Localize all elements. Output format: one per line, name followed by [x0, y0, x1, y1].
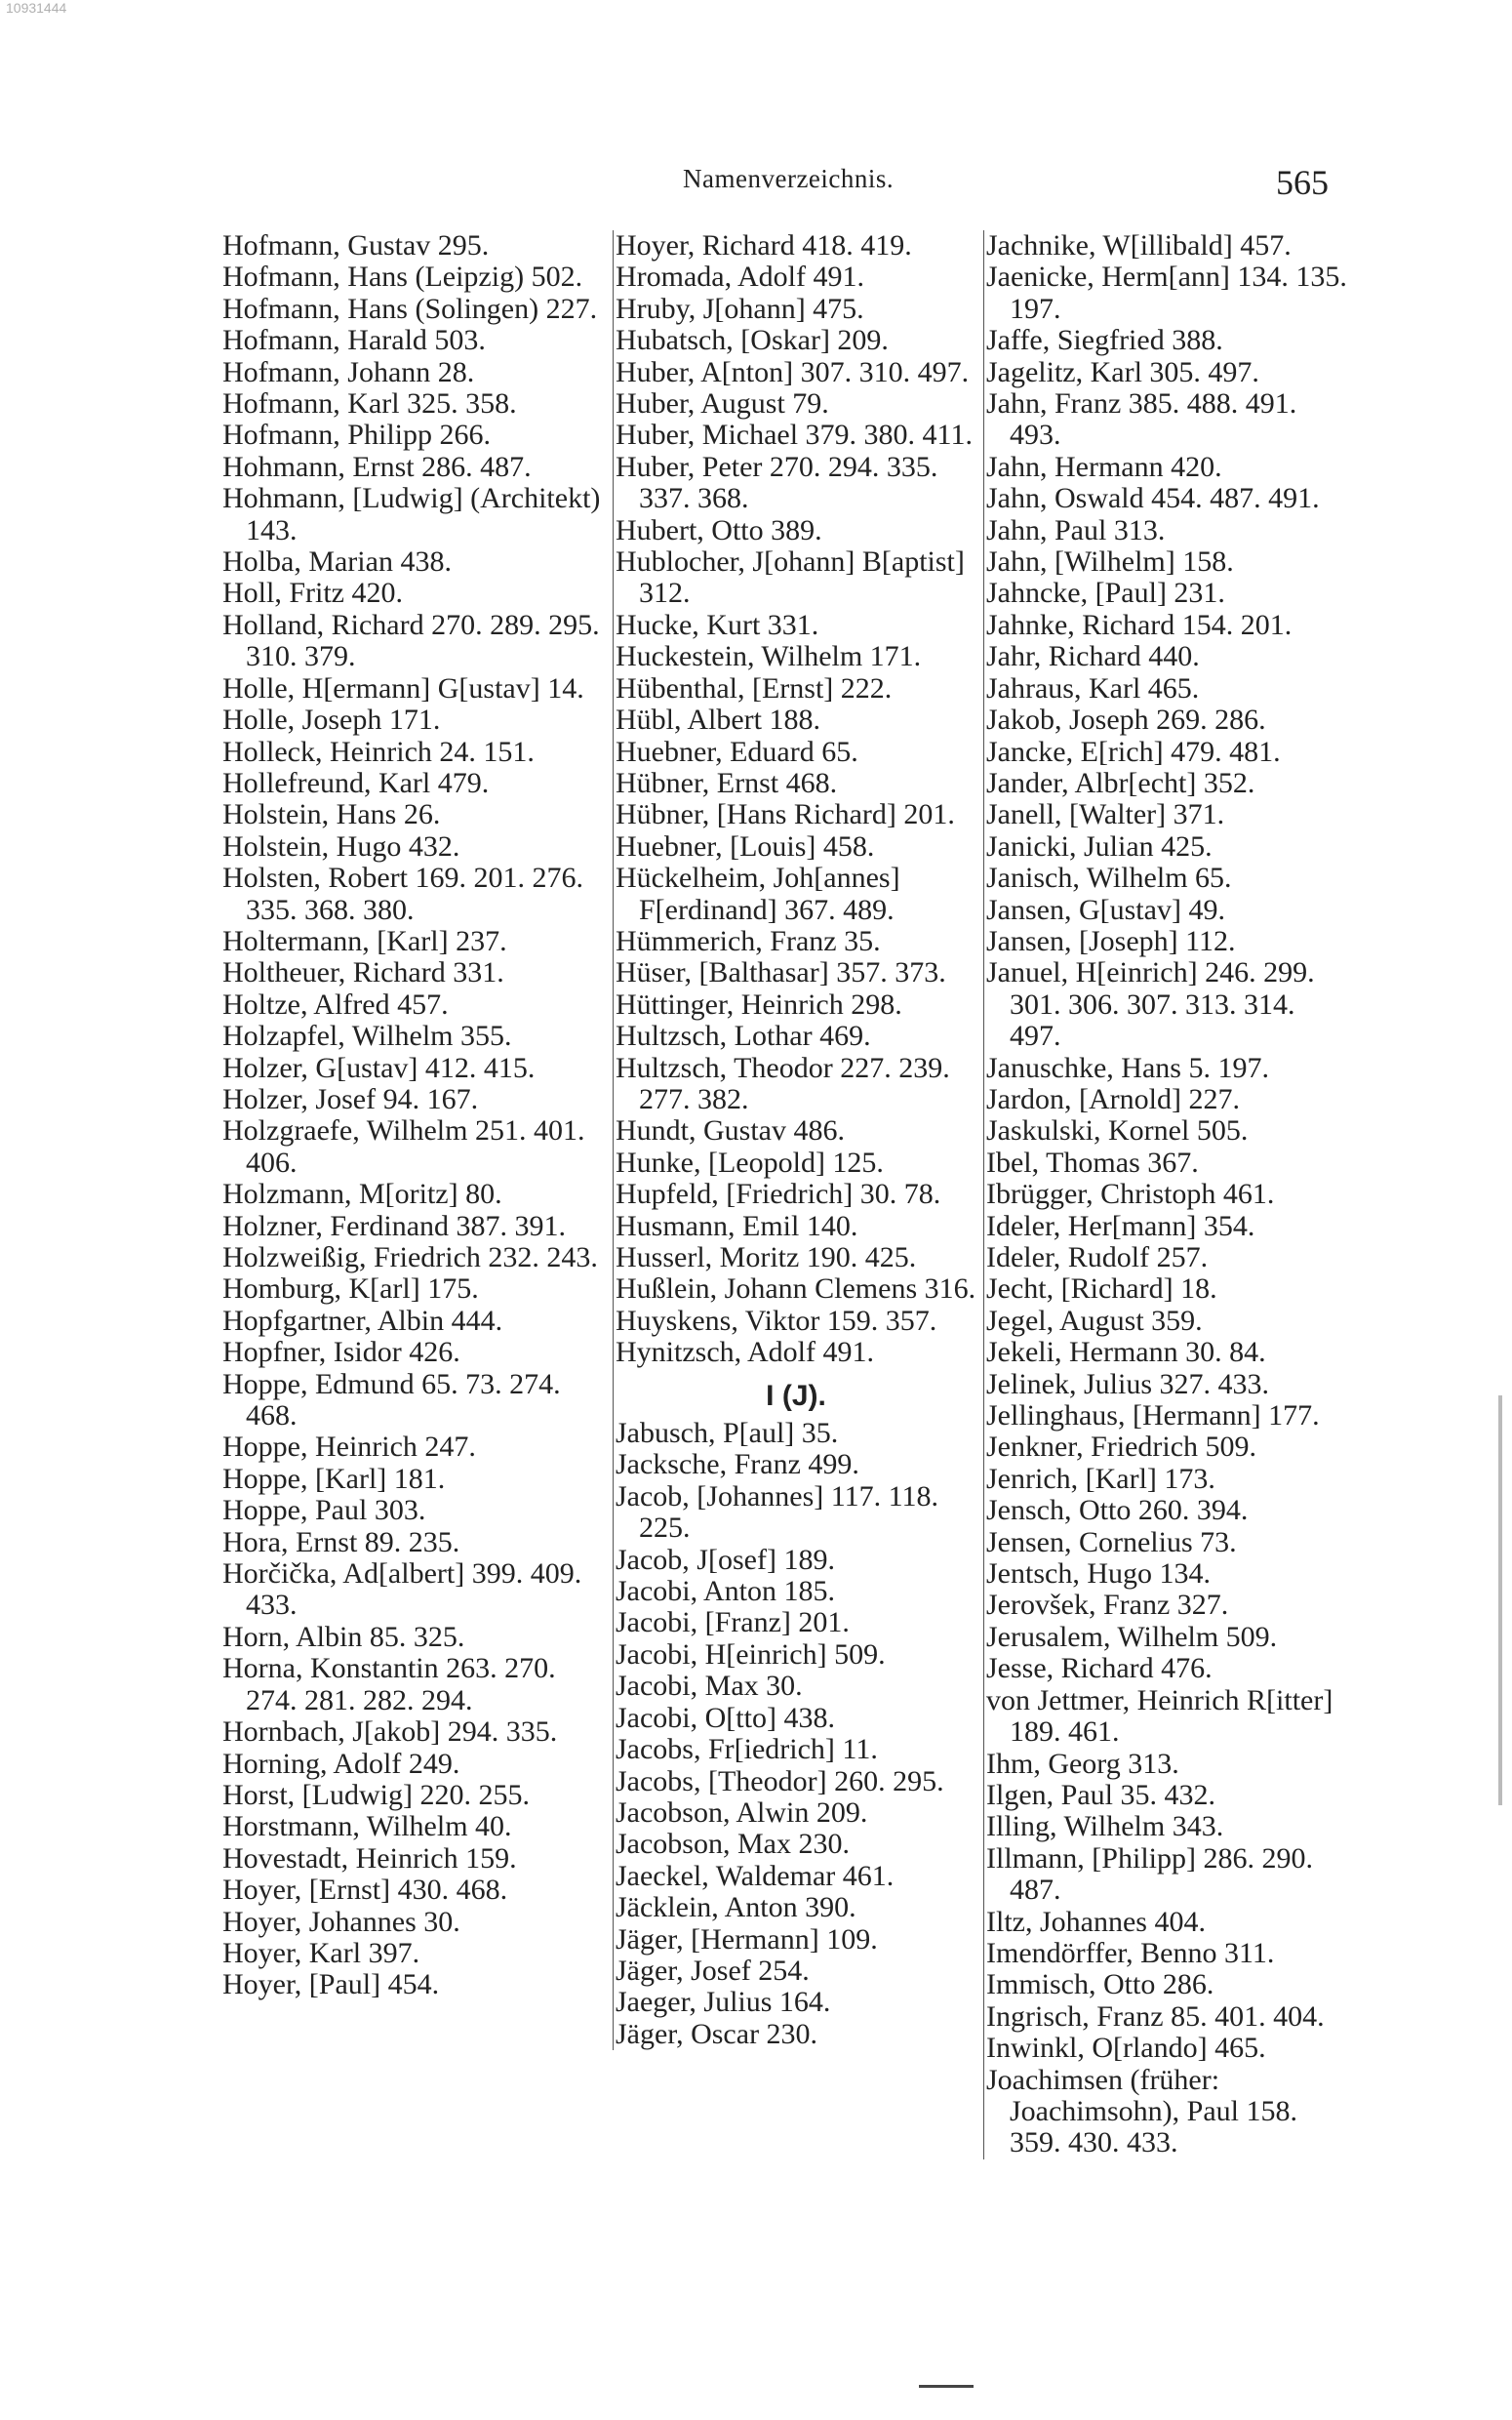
index-entry: Januel, H[einrich] 246. 299. 301. 306. 307. 313. 314. 497.	[986, 956, 1315, 1053]
index-entry: Jardon, [Arnold] 227.	[986, 1082, 1240, 1115]
index-entry: Horstmann, Wilhelm 40.	[222, 1810, 512, 1843]
index-entry: Hofmann, Karl 325. 358.	[222, 387, 517, 421]
index-entry: Hupfeld, [Friedrich] 30. 78.	[616, 1178, 941, 1211]
index-entry: Jacobs, [Theodor] 260. 295.	[616, 1764, 944, 1797]
index-entry: Jacobi, Max 30.	[616, 1670, 803, 1703]
index-entry: Hublocher, J[ohann] B[aptist] 312.	[616, 545, 965, 610]
index-entry: Husmann, Emil 140.	[616, 1209, 858, 1242]
index-entry: Jagelitz, Karl 305. 497.	[986, 355, 1259, 388]
index-entry: Iltz, Johannes 404.	[986, 1905, 1206, 1938]
index-entry: Jansen, G[ustav] 49.	[986, 893, 1225, 926]
index-entry: Hora, Ernst 89. 235.	[222, 1525, 460, 1558]
index-entry: Holstein, Hugo 432.	[222, 829, 460, 863]
index-entry: Jensch, Otto 260. 394.	[986, 1494, 1249, 1527]
index-entry: Holleck, Heinrich 24. 151.	[222, 735, 535, 768]
index-entry: Horning, Adolf 249.	[222, 1747, 460, 1780]
index-entry: Hubatsch, [Oskar] 209.	[616, 324, 889, 357]
index-entry: Jaenicke, Herm[ann] 134. 135. 197.	[986, 261, 1347, 325]
index-entry: Horn, Albin 85. 325.	[222, 1620, 465, 1653]
index-column-2	[613, 230, 976, 2050]
index-entry: Jesse, Richard 476.	[986, 1652, 1213, 1685]
index-entry: Jaeger, Julius 164.	[616, 1986, 831, 2019]
index-entry: Jander, Albr[echt] 352.	[986, 766, 1255, 799]
index-entry: Hohmann, [Ludwig] (Architekt) 143.	[222, 482, 601, 546]
index-entry: Ibrügger, Christoph 461.	[986, 1178, 1275, 1211]
index-entry: Hoyer, Johannes 30.	[222, 1905, 460, 1938]
index-entry: Jaeckel, Waldemar 461.	[616, 1859, 895, 1892]
page-edge-shadow	[1498, 1395, 1502, 1805]
index-entry: Jellinghaus, [Hermann] 177.	[986, 1399, 1320, 1432]
index-entry: Jenkner, Friedrich 509.	[986, 1431, 1257, 1464]
index-entry: Hückelheim, Joh[annes] F[erdinand] 367. 489.	[616, 862, 900, 926]
index-entry: Jäger, Oscar 230.	[616, 2017, 818, 2050]
index-entry: Holtheuer, Richard 331.	[222, 956, 504, 989]
index-entry: Jahn, Paul 313.	[986, 513, 1166, 546]
index-entry: Hopfner, Isidor 426.	[222, 1336, 460, 1369]
index-entry: Hoyer, [Paul] 454.	[222, 1968, 440, 2001]
index-entry: Hohmann, Ernst 286. 487.	[222, 450, 532, 483]
section-heading: I (J).	[766, 1379, 826, 1412]
page-number: 565	[1276, 163, 1329, 202]
index-entry: Hultzsch, Theodor 227. 239. 277. 382.	[616, 1051, 950, 1115]
index-entry: Huebner, [Louis] 458.	[616, 829, 875, 863]
index-entry: Hoppe, Edmund 65. 73. 274. 468.	[222, 1367, 561, 1432]
index-entry: Holle, H[ermann] G[ustav] 14.	[222, 671, 584, 705]
index-entry: Jacksche, Franz 499.	[616, 1448, 859, 1481]
index-entry: Jacob, J[osef] 189.	[616, 1543, 835, 1576]
index-entry: Jerusalem, Wilhelm 509.	[986, 1620, 1278, 1653]
index-entry: Hofmann, Harald 503.	[222, 324, 486, 357]
index-entry: Holzapfel, Wilhelm 355.	[222, 1020, 512, 1053]
index-entry: Huebner, Eduard 65.	[616, 735, 858, 768]
index-entry: Huber, Michael 379. 380. 411.	[616, 419, 973, 452]
index-entry: Huber, A[nton] 307. 310. 497.	[616, 355, 970, 388]
index-entry: Hultzsch, Lothar 469.	[616, 1020, 871, 1053]
index-entry: Holzweißig, Friedrich 232. 243.	[222, 1241, 598, 1273]
index-entry: Janell, [Walter] 371.	[986, 798, 1225, 831]
index-entry: Holba, Marian 438.	[222, 545, 452, 579]
index-entry: Holtermann, [Karl] 237.	[222, 924, 507, 957]
index-entry: Jancke, E[rich] 479. 481.	[986, 735, 1281, 768]
index-entry: Hüttinger, Heinrich 298.	[616, 988, 902, 1021]
index-entry: Ilgen, Paul 35. 432.	[986, 1778, 1215, 1811]
index-entry: Hofmann, Gustav 295.	[222, 229, 490, 262]
index-entry: Jegel, August 359.	[986, 1304, 1203, 1337]
index-entry: Holsten, Robert 169. 201. 276. 335. 368. 380.	[222, 862, 583, 926]
index-entry: Homburg, K[arl] 175.	[222, 1272, 479, 1306]
index-entry: Jaffe, Siegfried 388.	[986, 324, 1223, 357]
index-entry: Hunke, [Leopold] 125.	[616, 1146, 884, 1179]
index-entry: Holtze, Alfred 457.	[222, 988, 449, 1021]
index-entry: Hopfgartner, Albin 444.	[222, 1304, 503, 1337]
index-entry: Ideler, Rudolf 257.	[986, 1241, 1209, 1273]
index-entry: Jacobi, H[einrich] 509.	[616, 1637, 886, 1671]
index-entry: Jahn, Hermann 420.	[986, 450, 1222, 483]
index-entry: Hromada, Adolf 491.	[616, 261, 864, 294]
index-entry: Holstein, Hans 26.	[222, 798, 441, 831]
index-entry: Hofmann, Philipp 266.	[222, 419, 491, 452]
index-entry: Hoyer, Karl 397.	[222, 1936, 420, 1969]
index-entry: Hübner, Ernst 468.	[616, 766, 838, 799]
index-entry: Holzmann, M[oritz] 80.	[222, 1178, 502, 1211]
index-column-3	[983, 230, 1347, 2159]
index-entry: Jacobi, [Franz] 201.	[616, 1606, 850, 1639]
index-entry: Ibel, Thomas 367.	[986, 1146, 1199, 1179]
index-entry: Jahraus, Karl 465.	[986, 671, 1200, 705]
index-entry: Jacobson, Alwin 209.	[616, 1795, 868, 1829]
index-entry: Horčička, Ad[albert] 399. 409. 433.	[222, 1557, 582, 1622]
index-entry: Immisch, Otto 286.	[986, 1968, 1214, 2001]
index-entry: Jahnke, Richard 154. 201.	[986, 608, 1293, 641]
index-entry: Hüser, [Balthasar] 357. 373.	[616, 956, 946, 989]
footer-dash	[919, 2385, 974, 2388]
index-entry: Hubert, Otto 389.	[616, 513, 822, 546]
index-entry: Jacobi, O[tto] 438.	[616, 1701, 835, 1734]
index-entry: Jaskulski, Kornel 505.	[986, 1114, 1249, 1148]
index-entry: Holzer, Josef 94. 167.	[222, 1082, 479, 1115]
index-entry: Inwinkl, O[rlando] 465.	[986, 2032, 1266, 2065]
page-header-title: Namenverzeichnis.	[683, 164, 895, 193]
index-entry: Hoyer, [Ernst] 430. 468.	[222, 1874, 508, 1907]
index-entry: Hübner, [Hans Richard] 201.	[616, 798, 955, 831]
index-entry: Jacob, [Johannes] 117. 118. 225.	[616, 1479, 939, 1545]
index-entry: Jäcklein, Anton 390.	[616, 1891, 856, 1924]
index-entry: Hynitzsch, Adolf 491.	[616, 1336, 874, 1369]
index-entry: Jäger, [Hermann] 109.	[616, 1922, 878, 1956]
index-entry: Hruby, J[ohann] 475.	[616, 292, 864, 325]
index-entry: Huyskens, Viktor 159. 357.	[616, 1304, 937, 1337]
index-entry: Jahn, Oswald 454. 487. 491.	[986, 482, 1320, 515]
index-entry: Holzgraefe, Wilhelm 251. 401. 406.	[222, 1114, 585, 1179]
index-entry: Hümmerich, Franz 35.	[616, 924, 881, 957]
index-entry: Huckestein, Wilhelm 171.	[616, 640, 922, 673]
index-entry: Holland, Richard 270. 289. 295. 310. 379.	[222, 608, 600, 673]
index-entry: Illing, Wilhelm 343.	[986, 1810, 1224, 1843]
index-entry: Holzner, Ferdinand 387. 391.	[222, 1209, 567, 1242]
index-entry: Hofmann, Hans (Leipzig) 502.	[222, 261, 583, 294]
index-entry: Hofmann, Hans (Solingen) 227.	[222, 292, 598, 325]
index-entry: Hübl, Albert 188.	[616, 704, 820, 737]
index-entry: Jelinek, Julius 327. 433.	[986, 1367, 1269, 1400]
index-entry: Jacobs, Fr[iedrich] 11.	[616, 1733, 878, 1766]
index-entry: Hovestadt, Heinrich 159.	[222, 1841, 517, 1875]
index-entry: Jansen, [Joseph] 112.	[986, 924, 1236, 957]
index-entry: Jahr, Richard 440.	[986, 640, 1200, 673]
index-entry: Jakob, Joseph 269. 286.	[986, 704, 1266, 737]
index-entry: Jachnike, W[illibald] 457.	[986, 229, 1292, 262]
index-entry: Huber, Peter 270. 294. 335. 337. 368.	[616, 450, 938, 515]
index-entry: Jecht, [Richard] 18.	[986, 1272, 1217, 1306]
index-entry: Janicki, Julian 425.	[986, 829, 1213, 863]
index-entry: Huber, August 79.	[616, 387, 829, 421]
index-entry: Hofmann, Johann 28.	[222, 355, 475, 388]
index-entry: Janisch, Wilhelm 65.	[986, 862, 1232, 895]
index-entry: Jahn, Franz 385. 488. 491. 493.	[986, 387, 1297, 452]
index-entry: Hoyer, Richard 418. 419.	[616, 229, 912, 262]
index-entry: Jensen, Cornelius 73.	[986, 1525, 1237, 1558]
index-entry: Husserl, Moritz 190. 425.	[616, 1241, 917, 1273]
index-entry: Hoppe, Heinrich 247.	[222, 1431, 476, 1464]
index-entry: Holzer, G[ustav] 412. 415.	[222, 1051, 536, 1084]
index-entry: Jekeli, Hermann 30. 84.	[986, 1336, 1266, 1369]
index-entry: Jacobi, Anton 185.	[616, 1575, 835, 1608]
index-entry: Hornbach, J[akob] 294. 335.	[222, 1715, 558, 1749]
index-entry: Hoppe, [Karl] 181.	[222, 1462, 446, 1495]
index-entry: Jabusch, P[aul] 35.	[616, 1417, 839, 1450]
index-entry: Ingrisch, Franz 85. 401. 404.	[986, 1999, 1325, 2033]
index-entry: Jahn, [Wilhelm] 158.	[986, 545, 1234, 579]
index-entry: Ideler, Her[mann] 354.	[986, 1209, 1255, 1242]
index-entry: Jäger, Josef 254.	[616, 1954, 810, 1987]
index-entry: von Jettmer, Heinrich R[itter] 189. 461.	[986, 1683, 1333, 1749]
index-entry: Ihm, Georg 313.	[986, 1747, 1179, 1780]
index-entry: Joachimsen (früher: Joachimsohn), Paul 158. 359. 430. 433.	[986, 2063, 1297, 2159]
index-entry: Hußlein, Johann Clemens 316.	[616, 1272, 976, 1306]
index-entry: Horst, [Ludwig] 220. 255.	[222, 1778, 530, 1811]
index-entry: Hollefreund, Karl 479.	[222, 766, 490, 799]
index-entry: Jerovšek, Franz 327.	[986, 1589, 1229, 1622]
index-entry: Holle, Joseph 171.	[222, 704, 441, 737]
index-entry: Jacobson, Max 230.	[616, 1828, 850, 1861]
index-entry: Jentsch, Hugo 134.	[986, 1557, 1211, 1591]
index-entry: Hucke, Kurt 331.	[616, 608, 819, 641]
index-entry: Januschke, Hans 5. 197.	[986, 1051, 1269, 1084]
index-column-1	[222, 230, 603, 2001]
index-entry: Horna, Konstantin 263. 270. 274. 281. 282. 294.	[222, 1652, 556, 1716]
index-entry: Hundt, Gustav 486.	[616, 1114, 845, 1148]
index-entry: Holl, Fritz 420.	[222, 577, 403, 610]
index-entry: Hoppe, Paul 303.	[222, 1494, 426, 1527]
index-entry: Jahncke, [Paul] 231.	[986, 577, 1225, 610]
index-entry: Hübenthal, [Ernst] 222.	[616, 671, 893, 705]
index-entry: Imendörffer, Benno 311.	[986, 1936, 1275, 1969]
index-entry: Illmann, [Philipp] 286. 290. 487.	[986, 1841, 1313, 1907]
index-entry: Jenrich, [Karl] 173.	[986, 1462, 1215, 1495]
corner-mark: 10931444	[6, 0, 67, 16]
